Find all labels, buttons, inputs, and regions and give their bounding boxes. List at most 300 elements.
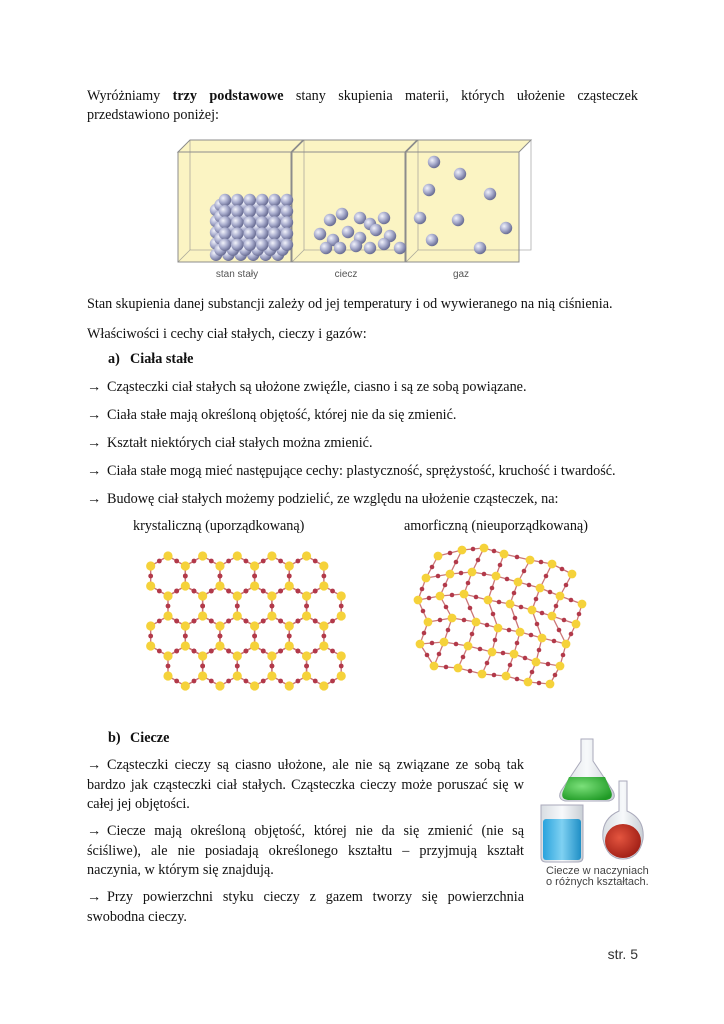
silicon-atom (250, 641, 259, 650)
oxygen-atom (519, 605, 524, 610)
oxygen-atom (209, 679, 214, 684)
arrow-icon: → (87, 757, 102, 773)
oxygen-atom (540, 611, 545, 616)
caption-line-2: o różnych kształtach. (546, 876, 649, 888)
liquid-particle (378, 238, 390, 250)
solid-particle (231, 227, 243, 239)
silicon-atom (285, 641, 294, 650)
beaker-blue (541, 805, 583, 862)
oxygen-atom (454, 560, 459, 565)
solid-particle (256, 194, 268, 206)
silicon-atom (163, 651, 172, 660)
oxygen-atom (226, 589, 231, 594)
oxygen-atom (157, 649, 162, 654)
silicon-atom (494, 624, 503, 633)
gas-particle (414, 212, 426, 224)
oxygen-atom (148, 634, 153, 639)
crystal-atoms (146, 551, 346, 690)
bullet-a-1 (87, 378, 527, 397)
oxygen-atom (330, 589, 335, 594)
silicon-atom (267, 591, 276, 600)
oxygen-atom (505, 577, 510, 582)
silicon-atom (233, 651, 242, 660)
oxygen-atom (512, 591, 517, 596)
oxygen-atom (553, 673, 558, 678)
oxygen-atom (339, 604, 344, 609)
oxygen-atom (485, 623, 490, 628)
oxygen-atom (183, 574, 188, 579)
gas-particle (474, 242, 486, 254)
silicon-atom (302, 671, 311, 680)
solid-particle (244, 239, 256, 251)
silicon-atom (198, 671, 207, 680)
oxygen-atom (537, 681, 542, 686)
silicon-atom (198, 611, 207, 620)
oxygen-atom (209, 649, 214, 654)
silicon-atom (422, 574, 431, 583)
oxygen-atom (468, 606, 473, 611)
oxygen-atom (534, 597, 539, 602)
solid-particle (256, 216, 268, 228)
silicon-atom (548, 612, 557, 621)
oxygen-atom (564, 583, 569, 588)
gas-particle (484, 188, 496, 200)
silicon-atom (464, 642, 473, 651)
oxygen-atom (278, 619, 283, 624)
silicon-atom (562, 640, 571, 649)
oxygen-atom (546, 662, 551, 667)
liquid-particle (324, 214, 336, 226)
structure-crystalline-label: krystaliczną (uporządkowaną) (133, 518, 305, 534)
oxygen-atom (492, 673, 497, 678)
silicon-atom (528, 606, 537, 615)
oxygen-atom (560, 567, 565, 572)
silicon-atom (146, 561, 155, 570)
silicon-atom (146, 621, 155, 630)
oxygen-atom (501, 651, 506, 656)
silicon-atom (536, 584, 545, 593)
bullet-text: Cząsteczki cieczy są ciasno ułożone, ale nie są związane ze sobą tak bardzo jak cząsteczki ciał stałych. Cząsteczka cieczy może poruszać się w całej jej objętości. (87, 757, 524, 812)
oxygen-atom (296, 619, 301, 624)
intro-text-start: Wyróżniamy (87, 88, 173, 104)
silicon-atom (267, 551, 276, 560)
silicon-atom (434, 552, 443, 561)
silicon-atom (285, 621, 294, 630)
oxygen-atom (313, 559, 318, 564)
oxygen-atom (530, 670, 535, 675)
silicon-atom (526, 556, 535, 565)
solid-particle (268, 205, 280, 217)
oxygen-atom (552, 639, 557, 644)
solid-particle (244, 205, 256, 217)
solid-particles (210, 194, 293, 261)
silicon-atom (267, 651, 276, 660)
oxygen-atom (497, 600, 502, 605)
oxygen-atom (554, 604, 559, 609)
oxygen-atom (557, 628, 562, 633)
oxygen-atom (420, 587, 425, 592)
silicon-atom (524, 678, 533, 687)
silicon-atom (302, 591, 311, 600)
oxygen-atom (278, 559, 283, 564)
oxygen-atom (226, 559, 231, 564)
oxygen-atom (313, 649, 318, 654)
states-of-matter-figure (170, 130, 555, 290)
properties-paragraph: Właściwości i cechy ciał stałych, cieczy i gazów: (87, 326, 367, 342)
oxygen-atom (321, 634, 326, 639)
silicon-atom (546, 680, 555, 689)
silicon-atom (181, 621, 190, 630)
oxygen-atom (174, 649, 179, 654)
oxygen-atom (296, 679, 301, 684)
oxygen-atom (226, 619, 231, 624)
oxygen-atom (498, 563, 503, 568)
oxygen-atom (174, 589, 179, 594)
arrow-icon: → (87, 407, 102, 423)
liquid-particle (334, 242, 346, 254)
silicon-atom (472, 618, 481, 627)
silicon-atom (181, 641, 190, 650)
oxygen-atom (535, 622, 540, 627)
silicon-atom (440, 638, 449, 647)
section-b-label: b) (108, 730, 121, 746)
liquid-particle (378, 212, 390, 224)
oxygen-atom (166, 604, 171, 609)
oxygen-atom (287, 574, 292, 579)
silicon-atom (302, 551, 311, 560)
silicon-atom (516, 628, 525, 637)
silicon-atom (250, 621, 259, 630)
oxygen-atom (157, 589, 162, 594)
page-number: str. 5 (607, 946, 638, 962)
oxygen-atom (313, 679, 318, 684)
crystalline-structure-figure (140, 546, 360, 706)
silicon-atom (506, 600, 515, 609)
solid-particle (281, 239, 293, 251)
silicon-atom (302, 611, 311, 620)
silicon-atom (319, 561, 328, 570)
oxygen-atom (485, 661, 490, 666)
silicon-atom (448, 614, 457, 623)
oxygen-atom (278, 649, 283, 654)
liquid-particle (350, 240, 362, 252)
liquid-particle (336, 208, 348, 220)
oxygen-atom (515, 641, 520, 646)
gas-particle (452, 214, 464, 226)
label-gas: gaz (452, 269, 470, 280)
amorphous-structure-figure (400, 534, 600, 694)
silicon-atom (500, 550, 509, 559)
silicon-atom (215, 681, 224, 690)
silicon-atom (146, 581, 155, 590)
bullet-text: Kształt niektórych ciał stałych można zmienić. (107, 435, 373, 451)
section-b-title: Ciecze (130, 730, 170, 746)
liquid-particle (342, 226, 354, 238)
bullet-a-4 (87, 462, 616, 481)
oxygen-atom (491, 612, 496, 617)
silicon-atom (337, 591, 346, 600)
oxygen-atom (562, 618, 567, 623)
solid-particle (281, 227, 293, 239)
oxygen-atom (539, 560, 544, 565)
oxygen-atom (515, 555, 520, 560)
oxygen-atom (226, 679, 231, 684)
silicon-atom (146, 641, 155, 650)
solid-particle (281, 205, 293, 217)
oxygen-atom (470, 632, 475, 637)
silicon-atom (163, 671, 172, 680)
flasks-caption (546, 866, 649, 888)
bullet-b-1 (87, 756, 524, 815)
bullet-text: Przy powierzchni styku cieczy z gazem tworzy się powierzchnia swobodna cieczy. (87, 889, 524, 925)
oxygen-atom (200, 664, 205, 669)
oxygen-atom (174, 619, 179, 624)
silicon-atom (250, 581, 259, 590)
silicon-atom (267, 611, 276, 620)
oxygen-atom (304, 664, 309, 669)
oxygen-atom (492, 549, 497, 554)
silicon-atom (319, 581, 328, 590)
oxygen-atom (261, 649, 266, 654)
oxygen-atom (209, 589, 214, 594)
oxygen-atom (192, 649, 197, 654)
silicon-atom (302, 651, 311, 660)
silicon-atom (215, 641, 224, 650)
silicon-atom (538, 634, 547, 643)
silicon-atom (267, 671, 276, 680)
arrow-icon: → (87, 435, 102, 451)
liquid-particle (320, 242, 332, 254)
solid-particle (231, 216, 243, 228)
silicon-atom (285, 561, 294, 570)
oxygen-atom (330, 679, 335, 684)
arrow-icon: → (87, 491, 102, 507)
silicon-atom (424, 618, 433, 627)
bullet-text: Budowę ciał stałych możemy podzielić, ze względu na ułożenie cząsteczek, na: (107, 491, 559, 507)
conical-flask-green (560, 739, 615, 801)
dependence-paragraph: Stan skupienia danej substancji zależy od jej temperatury i od wywieranego na nią ciśnienia. (87, 296, 613, 312)
silicon-atom (285, 681, 294, 690)
solid-particle (231, 239, 243, 251)
oxygen-atom (515, 677, 520, 682)
oxygen-atom (339, 664, 344, 669)
silicon-atom (480, 544, 489, 553)
oxygen-atom (548, 590, 553, 595)
silicon-atom (215, 581, 224, 590)
arrow-icon: → (87, 463, 102, 479)
oxygen-atom (192, 559, 197, 564)
silicon-atom (502, 672, 511, 681)
oxygen-atom (466, 581, 471, 586)
oxygen-atom (529, 633, 534, 638)
oxygen-atom (425, 653, 430, 658)
silicon-atom (163, 591, 172, 600)
oxygen-atom (261, 679, 266, 684)
oxygen-atom (454, 642, 459, 647)
silicon-atom (492, 572, 501, 581)
oxygen-atom (200, 604, 205, 609)
gas-particle (428, 156, 440, 168)
oxygen-atom (561, 653, 566, 658)
oxygen-atom (287, 634, 292, 639)
silicon-atom (556, 662, 565, 671)
oxygen-atom (490, 586, 495, 591)
oxygen-atom (522, 569, 527, 574)
intro-text-end: stany skupienia materii, których ułożenie cząsteczek przedstawiono poniżej: (87, 88, 638, 123)
oxygen-atom (174, 679, 179, 684)
oxygen-atom (218, 634, 223, 639)
silicon-atom (233, 591, 242, 600)
solid-particle (219, 205, 231, 217)
oxygen-atom (330, 649, 335, 654)
oxygen-atom (438, 618, 443, 623)
silicon-atom (478, 670, 487, 679)
oxygen-atom (270, 604, 275, 609)
bullet-text: Ciała stałe mają określoną objętość, której nie da się zmienić. (107, 407, 457, 423)
silicon-atom (436, 592, 445, 601)
silicon-atom (233, 551, 242, 560)
silicon-atom (572, 620, 581, 629)
oxygen-atom (296, 649, 301, 654)
bullet-text: Ciecze mają określoną objętość, której nie da się zmienić (nie są ściśliwe), ale nie posiadają określonego kształtu – przyjmują kształt naczynia, w którym się znajdują. (87, 823, 524, 878)
oxygen-atom (252, 574, 257, 579)
oxygen-atom (523, 656, 528, 661)
oxygen-atom (468, 669, 473, 674)
oxygen-atom (296, 559, 301, 564)
label-liquid: ciecz (334, 269, 358, 280)
oxygen-atom (437, 652, 442, 657)
solid-particle (256, 205, 268, 217)
silicon-atom (215, 561, 224, 570)
oxygen-atom (478, 647, 483, 652)
gas-particle (500, 222, 512, 234)
arrow-icon: → (87, 379, 102, 395)
oxygen-atom (474, 595, 479, 600)
silicon-atom (250, 681, 259, 690)
liquid-particle (370, 224, 382, 236)
oxygen-atom (544, 574, 549, 579)
oxygen-atom (209, 559, 214, 564)
bullet-a-3 (87, 434, 373, 453)
oxygen-atom (192, 619, 197, 624)
section-a-label: a) (108, 351, 120, 367)
solid-particle (268, 194, 280, 206)
oxygen-atom (471, 547, 476, 552)
solid-particle (244, 227, 256, 239)
oxygen-atom (443, 583, 448, 588)
bullet-a-2 (87, 406, 456, 425)
bullet-b-2 (87, 822, 524, 881)
oxygen-atom (476, 558, 481, 563)
oxygen-atom (569, 598, 574, 603)
oxygen-atom (577, 612, 582, 617)
solid-particle (231, 205, 243, 217)
silicon-atom (163, 551, 172, 560)
oxygen-atom (261, 559, 266, 564)
solid-particle (219, 239, 231, 251)
oxygen-atom (192, 589, 197, 594)
state-container-3 (406, 140, 531, 262)
oxygen-atom (261, 589, 266, 594)
oxygen-atom (321, 574, 326, 579)
silicon-atom (454, 664, 463, 673)
gas-particle (454, 168, 466, 180)
oxygen-atom (157, 559, 162, 564)
solid-particle (256, 239, 268, 251)
silicon-atom (484, 596, 493, 605)
silicon-atom (198, 551, 207, 560)
silicon-atom (514, 578, 523, 587)
oxygen-atom (244, 649, 249, 654)
bullet-text: Ciała stałe mogą mieć następujące cechy: plastyczność, sprężystość, kruchość i twardość. (107, 463, 616, 479)
oxygen-atom (166, 664, 171, 669)
silicon-atom (285, 581, 294, 590)
oxygen-atom (493, 638, 498, 643)
oxygen-atom (508, 663, 513, 668)
oxygen-atom (436, 574, 441, 579)
silicon-atom (319, 681, 328, 690)
oxygen-atom (226, 649, 231, 654)
silicon-atom (556, 592, 565, 601)
silicon-atom (181, 681, 190, 690)
oxygen-atom (330, 619, 335, 624)
section-a-title: Ciała stałe (130, 351, 194, 367)
solid-particle (281, 216, 293, 228)
oxygen-atom (444, 665, 449, 670)
bullet-a-5 (87, 490, 558, 509)
oxygen-atom (270, 664, 275, 669)
oxygen-atom (482, 572, 487, 577)
oxygen-atom (459, 571, 464, 576)
silicon-atom (233, 611, 242, 620)
oxygen-atom (244, 589, 249, 594)
solid-particle (244, 216, 256, 228)
flasks-illustration (535, 735, 650, 863)
oxygen-atom (148, 574, 153, 579)
oxygen-atom (422, 631, 427, 636)
intro-bold: trzy podstawowe (172, 88, 284, 104)
solid-particle (219, 227, 231, 239)
solid-particle (219, 216, 231, 228)
solid-particle (231, 194, 243, 206)
oxygen-atom (278, 679, 283, 684)
oxygen-atom (450, 593, 455, 598)
oxygen-atom (444, 605, 449, 610)
solid-particle (256, 227, 268, 239)
silicon-atom (430, 662, 439, 671)
silicon-atom (548, 560, 557, 569)
oxygen-atom (209, 619, 214, 624)
silicon-atom (414, 596, 423, 605)
silicon-atom (250, 561, 259, 570)
structure-amorphous-label: amorficzną (nieuporządkowaną) (404, 518, 588, 534)
caption-line-1: Ciecze w naczyniach (546, 865, 649, 877)
oxygen-atom (244, 559, 249, 564)
silicon-atom (319, 621, 328, 630)
silicon-atom (458, 546, 467, 555)
oxygen-atom (507, 628, 512, 633)
oxygen-atom (313, 589, 318, 594)
section-b-heading (108, 729, 169, 748)
liquid-particle (364, 242, 376, 254)
silicon-atom (510, 650, 519, 659)
oxygen-atom (513, 616, 518, 621)
oxygen-atom (261, 619, 266, 624)
silicon-atom (460, 590, 469, 599)
arrow-icon: → (87, 823, 102, 839)
silicon-atom (337, 651, 346, 660)
silicon-atom (337, 671, 346, 680)
